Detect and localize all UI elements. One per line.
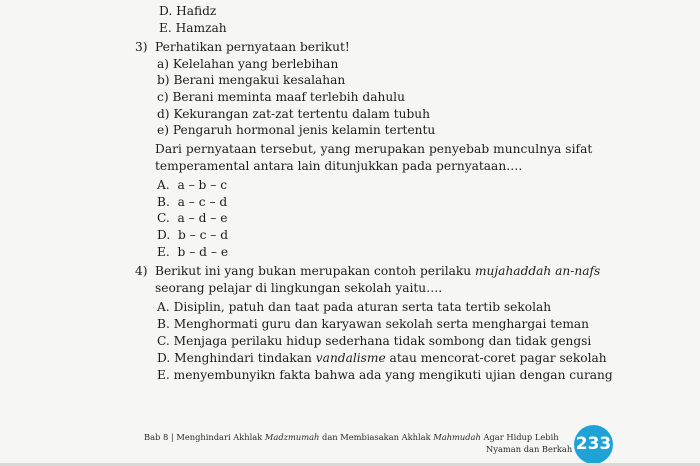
q3-statement-b: b) Berani mengakui kesalahan: [157, 73, 346, 87]
q3-option-e: E. b – d – e: [157, 245, 229, 259]
q2-option-e: E. Hamzah: [159, 21, 227, 35]
q3-statement-a: a) Kelelahan yang berlebihan: [157, 57, 339, 71]
q3-option-d: D. b – c – d: [157, 228, 229, 242]
q4-option-e: E. menyembunyikn fakta bahwa ada yang mengikuti ujian dengan curang: [157, 368, 613, 382]
q3-statement-e: e) Pengaruh hormonal jenis kelamin tertentu: [157, 123, 436, 137]
q4-option-b: B. Menghormati guru dan karyawan sekolah serta menghargai teman: [157, 317, 589, 331]
q3-option-b: B. a – c – d: [157, 195, 228, 209]
q4-stem-line1: Berikut ini yang bukan merupakan contoh perilaku mujahaddah an-nafs: [155, 264, 601, 278]
q4-term-italic: mujahaddah an-nafs: [475, 264, 601, 278]
footer-chapter-title: Bab 8 | Menghindari Akhlak Madzmumah dan Membiasakan Akhlak Mahmudah Agar Hidup Lebih: [144, 432, 559, 442]
q3-number: 3): [135, 40, 148, 54]
page-number-badge: 233: [574, 425, 613, 464]
q3-statement-d: d) Kekurangan zat-zat tertentu dalam tubuh: [157, 107, 430, 121]
q3-statement-c: c) Berani meminta maaf terlebih dahulu: [157, 90, 405, 104]
q2-option-d: D. Hafidz: [159, 4, 217, 18]
q3-option-c: C. a – d – e: [157, 211, 228, 225]
q3-prompt: Perhatikan pernyataan berikut!: [155, 40, 350, 54]
q4-option-c: C. Menjaga perilaku hidup sederhana tidak sombong dan tidak gengsi: [157, 334, 592, 348]
q3-stem-line2: temperamental antara lain ditunjukkan pada pernyataan….: [155, 159, 523, 173]
q3-option-a: A. a – b – c: [157, 178, 228, 192]
q3-stem-line1: Dari pernyataan tersebut, yang merupakan penyebab munculnya sifat: [155, 142, 593, 156]
q4-option-a: A. Disiplin, patuh dan taat pada aturan serta tata tertib sekolah: [157, 300, 552, 314]
footer-chapter-title-line2: Nyaman dan Berkah: [486, 444, 573, 454]
q4-number: 4): [135, 264, 148, 278]
q4-stem-line2: seorang pelajar di lingkungan sekolah yaitu….: [155, 281, 443, 295]
q4-option-d: D. Menghindari tindakan vandalisme atau mencorat-coret pagar sekolah: [157, 351, 607, 365]
